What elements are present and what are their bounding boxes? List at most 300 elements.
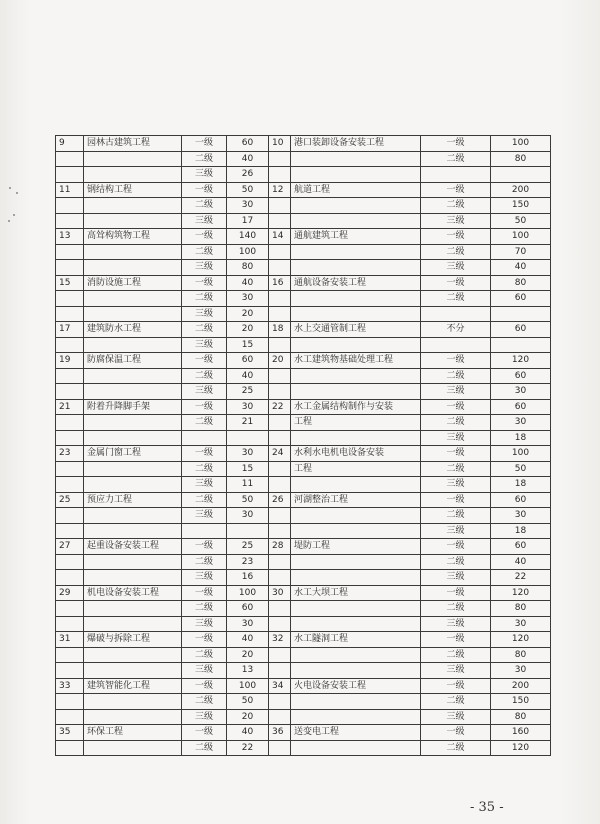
- grade-right-cell: 三级: [421, 430, 491, 446]
- value-right-cell: 150: [491, 198, 551, 214]
- grade-right-cell: 二级: [421, 291, 491, 307]
- grade-right-cell: 一级: [421, 725, 491, 741]
- item-no-right-cell: [269, 508, 291, 524]
- grade-left-cell: 一级: [182, 399, 227, 415]
- grade-right-cell: 三级: [421, 523, 491, 539]
- value-left-cell: 50: [227, 182, 269, 198]
- item-name-left-cell: 金属门窗工程: [84, 446, 182, 462]
- value-left-cell: 30: [227, 399, 269, 415]
- item-name-left-cell: [84, 291, 182, 307]
- value-left-cell: 15: [227, 461, 269, 477]
- item-no-left-cell: [56, 709, 84, 725]
- table-row: [56, 136, 551, 152]
- item-name-right-cell: 航道工程: [291, 182, 421, 198]
- grade-right-cell: 一级: [421, 229, 491, 245]
- item-no-left-cell: [56, 368, 84, 384]
- table-row: [56, 368, 551, 384]
- item-name-right-cell: [291, 430, 421, 446]
- grade-left-cell: 一级: [182, 632, 227, 648]
- value-right-cell: 80: [491, 647, 551, 663]
- item-no-right-cell: 24: [269, 446, 291, 462]
- item-name-right-cell: [291, 260, 421, 276]
- grade-left-cell: 三级: [182, 167, 227, 183]
- item-no-right-cell: 32: [269, 632, 291, 648]
- item-name-right-cell: 堤防工程: [291, 539, 421, 555]
- item-name-left-cell: 起重设备安装工程: [84, 539, 182, 555]
- grade-left-cell: 一级: [182, 182, 227, 198]
- grade-left-cell: 一级: [182, 539, 227, 555]
- grade-right-cell: 不分: [421, 322, 491, 338]
- item-name-right-cell: [291, 663, 421, 679]
- value-right-cell: 120: [491, 353, 551, 369]
- grade-left-cell: [182, 430, 227, 446]
- grade-left-cell: 二级: [182, 694, 227, 710]
- table-row: [56, 461, 551, 477]
- grade-right-cell: 三级: [421, 260, 491, 276]
- grade-right-cell: 二级: [421, 601, 491, 617]
- grade-right-cell: 二级: [421, 740, 491, 756]
- item-name-left-cell: [84, 570, 182, 586]
- value-left-cell: 100: [227, 244, 269, 260]
- item-name-right-cell: 送变电工程: [291, 725, 421, 741]
- value-right-cell: 60: [491, 322, 551, 338]
- value-left-cell: 40: [227, 632, 269, 648]
- item-name-right-cell: [291, 570, 421, 586]
- grade-left-cell: 一级: [182, 275, 227, 291]
- item-name-left-cell: [84, 415, 182, 431]
- value-left-cell: 25: [227, 539, 269, 555]
- grade-left-cell: 一级: [182, 353, 227, 369]
- item-no-right-cell: 30: [269, 585, 291, 601]
- item-no-right-cell: 36: [269, 725, 291, 741]
- item-no-right-cell: [269, 523, 291, 539]
- value-left-cell: 80: [227, 260, 269, 276]
- grade-right-cell: 二级: [421, 368, 491, 384]
- item-no-left-cell: [56, 151, 84, 167]
- item-no-left-cell: 21: [56, 399, 84, 415]
- item-name-left-cell: [84, 647, 182, 663]
- item-no-right-cell: [269, 384, 291, 400]
- item-name-left-cell: [84, 616, 182, 632]
- item-name-left-cell: [84, 306, 182, 322]
- table-row: [56, 601, 551, 617]
- value-left-cell: 23: [227, 554, 269, 570]
- item-name-left-cell: [84, 694, 182, 710]
- item-name-left-cell: 防腐保温工程: [84, 353, 182, 369]
- grade-left-cell: 二级: [182, 554, 227, 570]
- item-name-left-cell: [84, 198, 182, 214]
- scan-speck: [9, 187, 11, 189]
- value-right-cell: 22: [491, 570, 551, 586]
- table-row: [56, 151, 551, 167]
- value-right-cell: 80: [491, 709, 551, 725]
- value-right-cell: 50: [491, 213, 551, 229]
- item-no-left-cell: [56, 198, 84, 214]
- value-left-cell: 20: [227, 709, 269, 725]
- item-name-right-cell: [291, 384, 421, 400]
- value-right-cell: 30: [491, 508, 551, 524]
- item-no-right-cell: [269, 337, 291, 353]
- item-no-right-cell: [269, 291, 291, 307]
- item-no-left-cell: [56, 616, 84, 632]
- item-no-left-cell: 31: [56, 632, 84, 648]
- item-name-left-cell: [84, 740, 182, 756]
- item-no-left-cell: 19: [56, 353, 84, 369]
- value-right-cell: 80: [491, 601, 551, 617]
- value-left-cell: 140: [227, 229, 269, 245]
- item-name-left-cell: 附着升降脚手架: [84, 399, 182, 415]
- item-no-right-cell: [269, 740, 291, 756]
- table-row: [56, 523, 551, 539]
- item-no-left-cell: 13: [56, 229, 84, 245]
- item-name-right-cell: [291, 508, 421, 524]
- item-no-left-cell: [56, 601, 84, 617]
- grade-right-cell: 二级: [421, 244, 491, 260]
- grade-left-cell: 三级: [182, 384, 227, 400]
- grade-left-cell: 三级: [182, 477, 227, 493]
- item-no-right-cell: 16: [269, 275, 291, 291]
- item-name-left-cell: [84, 368, 182, 384]
- value-left-cell: 100: [227, 678, 269, 694]
- value-right-cell: 70: [491, 244, 551, 260]
- value-right-cell: 60: [491, 291, 551, 307]
- item-name-right-cell: 水工金属结构制作与安装: [291, 399, 421, 415]
- grade-right-cell: 一级: [421, 585, 491, 601]
- grade-right-cell: 二级: [421, 647, 491, 663]
- grade-right-cell: 一级: [421, 182, 491, 198]
- grade-right-cell: 二级: [421, 508, 491, 524]
- table-row: [56, 477, 551, 493]
- grade-left-cell: 二级: [182, 492, 227, 508]
- item-name-left-cell: [84, 384, 182, 400]
- item-no-right-cell: [269, 198, 291, 214]
- value-right-cell: 60: [491, 399, 551, 415]
- value-left-cell: 30: [227, 446, 269, 462]
- value-right-cell: 60: [491, 492, 551, 508]
- value-left-cell: 26: [227, 167, 269, 183]
- grade-left-cell: [182, 523, 227, 539]
- value-right-cell: 120: [491, 740, 551, 756]
- table-row: [56, 446, 551, 462]
- grade-left-cell: 一级: [182, 725, 227, 741]
- item-no-left-cell: [56, 167, 84, 183]
- value-right-cell: [491, 167, 551, 183]
- value-left-cell: 30: [227, 291, 269, 307]
- item-no-left-cell: [56, 554, 84, 570]
- item-no-left-cell: [56, 260, 84, 276]
- grade-left-cell: 一级: [182, 446, 227, 462]
- value-right-cell: 100: [491, 229, 551, 245]
- table-row: [56, 399, 551, 415]
- value-right-cell: 30: [491, 415, 551, 431]
- table-row: [56, 322, 551, 338]
- value-right-cell: 30: [491, 663, 551, 679]
- item-no-right-cell: 34: [269, 678, 291, 694]
- value-right-cell: 40: [491, 260, 551, 276]
- item-no-left-cell: [56, 461, 84, 477]
- item-name-right-cell: [291, 709, 421, 725]
- grade-left-cell: 二级: [182, 322, 227, 338]
- item-no-right-cell: [269, 461, 291, 477]
- item-name-left-cell: 机电设备安装工程: [84, 585, 182, 601]
- item-no-left-cell: 17: [56, 322, 84, 338]
- value-left-cell: 20: [227, 306, 269, 322]
- item-name-left-cell: [84, 244, 182, 260]
- table-row: [56, 182, 551, 198]
- item-name-left-cell: [84, 554, 182, 570]
- table-row: [56, 616, 551, 632]
- value-right-cell: 60: [491, 539, 551, 555]
- item-no-right-cell: [269, 260, 291, 276]
- grade-right-cell: 三级: [421, 384, 491, 400]
- value-right-cell: 18: [491, 477, 551, 493]
- item-no-left-cell: [56, 430, 84, 446]
- value-left-cell: 60: [227, 601, 269, 617]
- item-name-right-cell: 水工隧洞工程: [291, 632, 421, 648]
- item-name-right-cell: [291, 291, 421, 307]
- item-no-right-cell: 26: [269, 492, 291, 508]
- grade-left-cell: 二级: [182, 151, 227, 167]
- item-no-left-cell: [56, 647, 84, 663]
- item-name-right-cell: [291, 337, 421, 353]
- item-no-left-cell: [56, 244, 84, 260]
- item-name-right-cell: [291, 198, 421, 214]
- value-right-cell: 100: [491, 446, 551, 462]
- grade-right-cell: 二级: [421, 151, 491, 167]
- item-name-left-cell: [84, 167, 182, 183]
- value-left-cell: [227, 523, 269, 539]
- grade-left-cell: 二级: [182, 198, 227, 214]
- table-row: [56, 585, 551, 601]
- grade-right-cell: [421, 306, 491, 322]
- grade-right-cell: 一级: [421, 353, 491, 369]
- table-row: [56, 260, 551, 276]
- item-no-right-cell: 14: [269, 229, 291, 245]
- value-right-cell: 50: [491, 461, 551, 477]
- item-no-right-cell: [269, 415, 291, 431]
- item-no-left-cell: [56, 213, 84, 229]
- grade-left-cell: 二级: [182, 291, 227, 307]
- item-name-right-cell: [291, 523, 421, 539]
- grade-left-cell: 一级: [182, 585, 227, 601]
- value-left-cell: 50: [227, 492, 269, 508]
- grade-left-cell: 二级: [182, 461, 227, 477]
- grade-left-cell: 二级: [182, 244, 227, 260]
- scan-speck: [16, 192, 18, 194]
- table-row: [56, 709, 551, 725]
- grade-left-cell: 三级: [182, 570, 227, 586]
- item-name-right-cell: [291, 740, 421, 756]
- value-left-cell: 20: [227, 647, 269, 663]
- grade-right-cell: 一级: [421, 678, 491, 694]
- value-left-cell: 25: [227, 384, 269, 400]
- grade-right-cell: 二级: [421, 694, 491, 710]
- grade-left-cell: 一级: [182, 136, 227, 152]
- grade-right-cell: 一级: [421, 399, 491, 415]
- item-no-right-cell: [269, 709, 291, 725]
- value-right-cell: 80: [491, 151, 551, 167]
- item-no-right-cell: [269, 647, 291, 663]
- grade-right-cell: 三级: [421, 663, 491, 679]
- value-right-cell: 30: [491, 384, 551, 400]
- item-name-right-cell: [291, 694, 421, 710]
- item-no-right-cell: 22: [269, 399, 291, 415]
- item-name-right-cell: [291, 601, 421, 617]
- item-no-left-cell: [56, 384, 84, 400]
- item-name-left-cell: 预应力工程: [84, 492, 182, 508]
- item-no-left-cell: 23: [56, 446, 84, 462]
- value-left-cell: 17: [227, 213, 269, 229]
- item-name-left-cell: 建筑防水工程: [84, 322, 182, 338]
- value-right-cell: 18: [491, 430, 551, 446]
- item-no-left-cell: [56, 694, 84, 710]
- grade-right-cell: 一级: [421, 492, 491, 508]
- item-name-left-cell: [84, 213, 182, 229]
- item-no-left-cell: 33: [56, 678, 84, 694]
- item-name-right-cell: [291, 647, 421, 663]
- item-no-right-cell: [269, 570, 291, 586]
- value-left-cell: 21: [227, 415, 269, 431]
- item-no-left-cell: 25: [56, 492, 84, 508]
- value-left-cell: [227, 430, 269, 446]
- item-no-right-cell: [269, 616, 291, 632]
- item-name-left-cell: 消防设施工程: [84, 275, 182, 291]
- item-name-left-cell: [84, 461, 182, 477]
- grade-left-cell: 一级: [182, 678, 227, 694]
- item-no-left-cell: 27: [56, 539, 84, 555]
- grade-right-cell: [421, 167, 491, 183]
- value-left-cell: 22: [227, 740, 269, 756]
- grade-right-cell: 二级: [421, 461, 491, 477]
- value-right-cell: 30: [491, 616, 551, 632]
- item-no-left-cell: 15: [56, 275, 84, 291]
- scan-speck: [8, 220, 10, 222]
- table-row: [56, 384, 551, 400]
- item-no-right-cell: [269, 430, 291, 446]
- item-name-right-cell: [291, 368, 421, 384]
- value-right-cell: 100: [491, 136, 551, 152]
- table-row: [56, 740, 551, 756]
- item-name-right-cell: 水上交通管制工程: [291, 322, 421, 338]
- grade-left-cell: 三级: [182, 508, 227, 524]
- item-name-right-cell: 水工大坝工程: [291, 585, 421, 601]
- item-no-right-cell: [269, 663, 291, 679]
- grade-right-cell: 三级: [421, 570, 491, 586]
- grade-left-cell: 二级: [182, 415, 227, 431]
- grade-left-cell: 三级: [182, 213, 227, 229]
- table-row: [56, 694, 551, 710]
- value-left-cell: 50: [227, 694, 269, 710]
- grade-right-cell: 一级: [421, 136, 491, 152]
- table-row: [56, 213, 551, 229]
- item-name-left-cell: [84, 508, 182, 524]
- value-left-cell: 40: [227, 368, 269, 384]
- grade-left-cell: 三级: [182, 337, 227, 353]
- table-row: [56, 647, 551, 663]
- item-no-right-cell: [269, 244, 291, 260]
- grade-left-cell: 二级: [182, 368, 227, 384]
- item-no-left-cell: 11: [56, 182, 84, 198]
- grade-right-cell: 一级: [421, 275, 491, 291]
- item-name-right-cell: 水工建筑物基础处理工程: [291, 353, 421, 369]
- grade-left-cell: 二级: [182, 647, 227, 663]
- table-row: [56, 244, 551, 260]
- item-name-right-cell: [291, 554, 421, 570]
- item-no-left-cell: 9: [56, 136, 84, 152]
- item-no-left-cell: 35: [56, 725, 84, 741]
- item-name-right-cell: 工程: [291, 415, 421, 431]
- item-no-left-cell: [56, 477, 84, 493]
- grade-left-cell: 二级: [182, 740, 227, 756]
- item-no-right-cell: [269, 213, 291, 229]
- grade-right-cell: 三级: [421, 213, 491, 229]
- grade-right-cell: 一级: [421, 446, 491, 462]
- grade-right-cell: 一级: [421, 539, 491, 555]
- item-no-left-cell: [56, 337, 84, 353]
- value-left-cell: 15: [227, 337, 269, 353]
- value-right-cell: [491, 306, 551, 322]
- item-name-left-cell: [84, 523, 182, 539]
- item-no-right-cell: 20: [269, 353, 291, 369]
- value-left-cell: 13: [227, 663, 269, 679]
- table-row: [56, 570, 551, 586]
- table-row: [56, 415, 551, 431]
- grade-left-cell: 三级: [182, 306, 227, 322]
- table-row: [56, 508, 551, 524]
- value-left-cell: 40: [227, 151, 269, 167]
- value-right-cell: 40: [491, 554, 551, 570]
- grade-right-cell: 二级: [421, 198, 491, 214]
- item-no-right-cell: [269, 306, 291, 322]
- item-name-right-cell: 通航设备安装工程: [291, 275, 421, 291]
- table-row: [56, 167, 551, 183]
- table-row: [56, 275, 551, 291]
- item-no-left-cell: [56, 508, 84, 524]
- item-no-right-cell: [269, 477, 291, 493]
- value-right-cell: 150: [491, 694, 551, 710]
- item-name-left-cell: [84, 260, 182, 276]
- grade-right-cell: 二级: [421, 554, 491, 570]
- item-no-left-cell: 29: [56, 585, 84, 601]
- item-no-right-cell: [269, 601, 291, 617]
- item-no-left-cell: [56, 523, 84, 539]
- item-name-left-cell: 园林古建筑工程: [84, 136, 182, 152]
- table-row: [56, 554, 551, 570]
- table-row: [56, 198, 551, 214]
- item-no-right-cell: 28: [269, 539, 291, 555]
- item-no-left-cell: [56, 306, 84, 322]
- item-name-left-cell: 建筑智能化工程: [84, 678, 182, 694]
- value-right-cell: 120: [491, 585, 551, 601]
- item-name-left-cell: [84, 601, 182, 617]
- qualification-table: [55, 135, 551, 756]
- item-no-left-cell: [56, 570, 84, 586]
- scan-speck: [13, 214, 15, 216]
- item-name-left-cell: [84, 430, 182, 446]
- grade-left-cell: 二级: [182, 601, 227, 617]
- item-no-left-cell: [56, 663, 84, 679]
- item-no-right-cell: [269, 368, 291, 384]
- grade-right-cell: 一级: [421, 632, 491, 648]
- value-left-cell: 30: [227, 616, 269, 632]
- item-no-right-cell: [269, 151, 291, 167]
- item-no-right-cell: 10: [269, 136, 291, 152]
- item-no-right-cell: [269, 694, 291, 710]
- item-name-right-cell: [291, 244, 421, 260]
- item-name-left-cell: 环保工程: [84, 725, 182, 741]
- value-left-cell: 60: [227, 353, 269, 369]
- item-name-left-cell: [84, 709, 182, 725]
